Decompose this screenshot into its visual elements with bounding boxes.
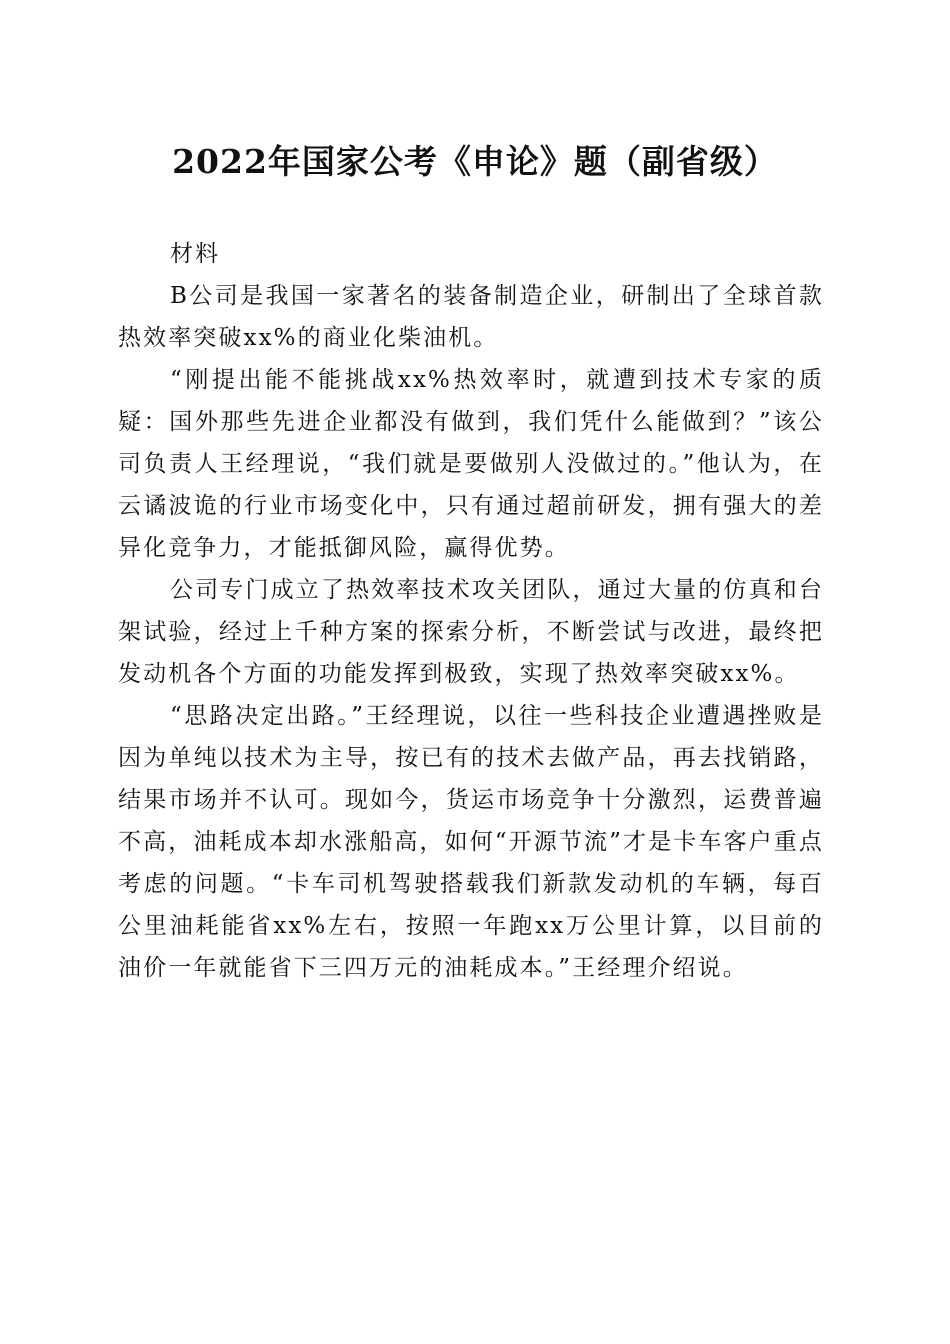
paragraph: 公司专门成立了热效率技术攻关团队，通过大量的仿真和台架试验，经过上千种方案的探索分析，不断尝试与改进，最终把发动机各个方面的功能发挥到极致，实现了热效率突破xx%。	[118, 577, 824, 687]
document-title: 2022年国家公考《申论》题（副省级）	[172, 142, 778, 181]
paragraph: “思路决定出路。”王经理说，以往一些科技企业遭遇挫败是因为单纯以技术为主导，按已有的技术去做产品，再去找销路，结果市场并不认可。现如今，货运市场竞争十分激烈，运费普遍不高，油耗成本却水涨船高，如何“开源节流”才是卡车客户重点考虑的问题。“卡车司机驾驶搭载我们新款发动机的车辆，每百公里油耗能省xx%左右，按照一年跑xx万公里计算，以目前的油价一年就能省下三四万元的油耗成本。”王经理介绍说。	[118, 703, 824, 981]
paragraph: “刚提出能不能挑战xx%热效率时，就遭到技术专家的质疑：国外那些先进企业都没有做到，我们凭什么能做到？”该公司负责人王经理说，“我们就是要做别人没做过的。”他认为，在云谲波诡的行业市场变化中，只有通过超前研发，拥有强大的差异化竞争力，才能抵御风险，赢得优势。	[118, 367, 824, 561]
section-label: 材料	[170, 241, 221, 267]
document-body	[118, 233, 824, 989]
paragraph: B公司是我国一家著名的装备制造企业，研制出了全球首款热效率突破xx%的商业化柴油机。	[118, 283, 824, 351]
